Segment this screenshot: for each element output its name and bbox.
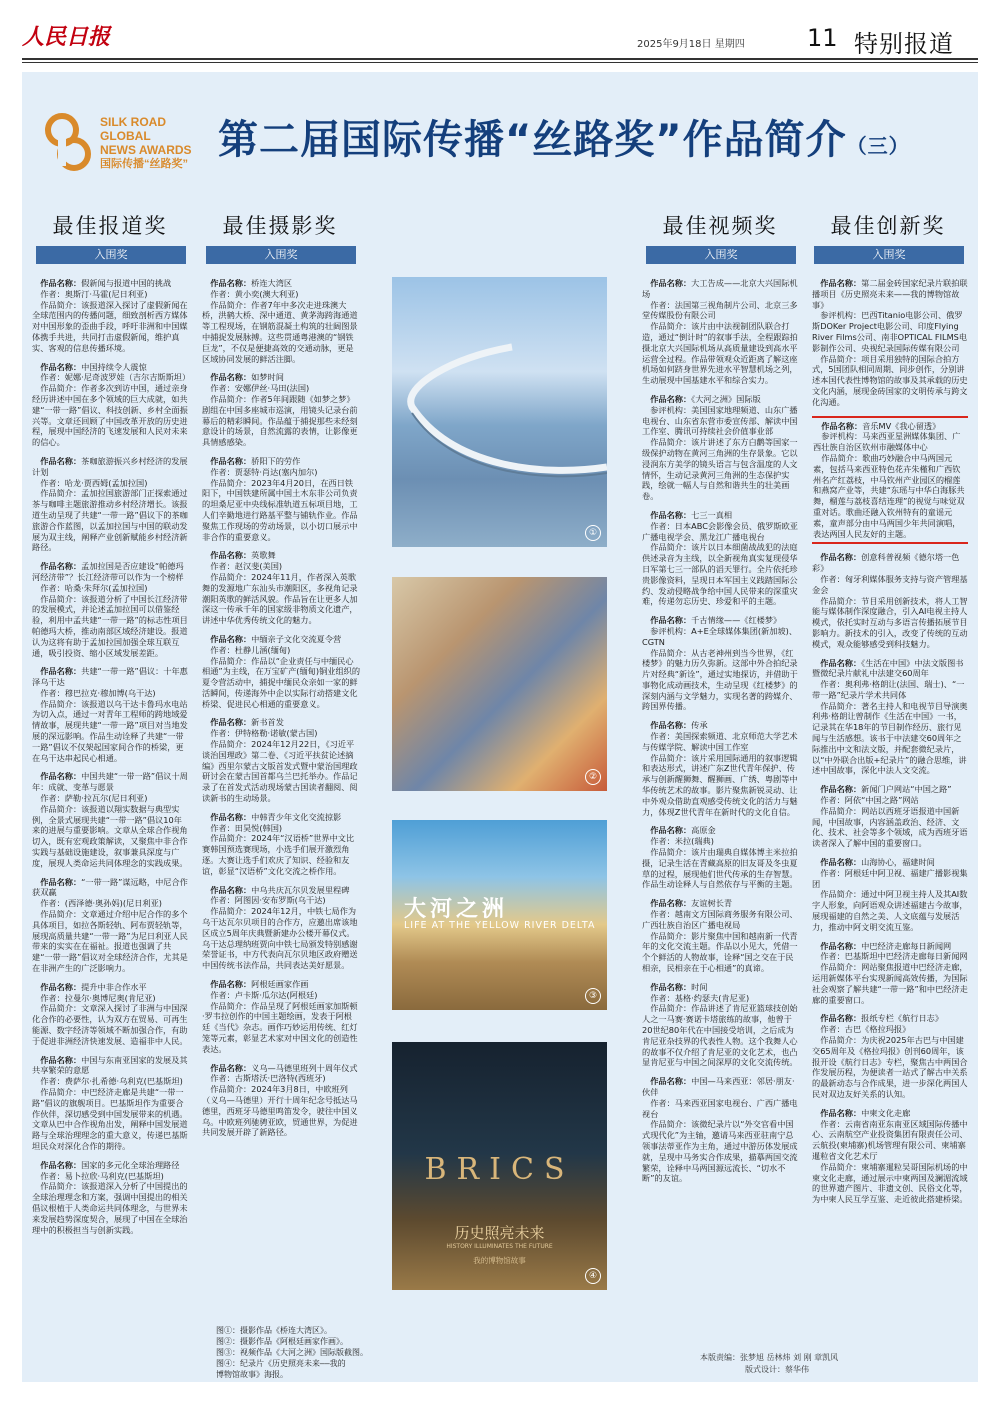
column-best-innovation <box>812 278 968 1368</box>
award-entry <box>812 941 968 1006</box>
entry-title: 茶咖旅游振兴乡村经济的发展计划 <box>32 455 188 477</box>
entry-label: 作品名称： <box>820 940 862 951</box>
award-entry <box>812 1108 968 1205</box>
logo-text <box>100 115 192 171</box>
subheading-shortlist: 入围奖 <box>814 246 964 264</box>
entry-title: 中巴经济走廊每日新闻网 <box>861 940 952 951</box>
entry-title-line <box>642 278 800 300</box>
headline-main: 第二届国际传播“丝路奖”作品简介 <box>218 117 847 163</box>
entry-intro: 作品简介：节目采用创新技术，将人工智能与媒体制作深度融合，引入AI电视主持人模式，依托实时互动与多语言传播拓展节目影响力。新技术的引入，改变了传统的互动模式，观众能够感受到科技魅力。 <box>812 595 968 649</box>
entry-title-line <box>813 421 967 432</box>
entry-author: 参评机构：美国国家地理频道、山东广播电视台、山东省东营市委宣传部、解读中国工作室、腾讯可持续社会价值事业部 <box>642 404 798 437</box>
entry-title: 阿根廷画家作画 <box>251 979 309 990</box>
poster-title: BRICS <box>424 1152 575 1187</box>
entry-intro: 作品简介：2024年“汉语桥”世界中文比赛韩国预选赛现场，小选手们展开激烈角逐。大赛让选手们欢庆了知识、经验和友谊，彰显“汉语桥”文化交流之桥作用。 <box>202 833 355 876</box>
entry-title-line <box>202 717 360 728</box>
newspaper-brand: 人民日报 <box>22 24 111 50</box>
award-entry <box>812 552 968 649</box>
logo-line: NEWS AWARDS <box>100 143 192 157</box>
entry-title: 英歌舞 <box>251 550 276 561</box>
entry-label: 作品名称： <box>210 811 252 822</box>
masthead <box>22 20 978 56</box>
entry-title-line <box>202 634 360 645</box>
entry-author: 作者：伊特格勒·诺敏(蒙古国) <box>210 728 318 739</box>
entry-intro: 作品简介：2024年11月，作者深入英歌舞的发源地广东汕头市潮阳区，多视角记录潮阳英歌的鲜活风貌。作品旨在让更多人加深这一传承千年的国家级非物质文化遗产，讲述中华优秀传统文化的魅力。 <box>202 571 358 626</box>
caption-line: 图③：视频作品《大河之洲》国际版截图。 <box>216 1348 368 1357</box>
header-rule <box>22 58 978 60</box>
award-entry <box>642 278 800 386</box>
entry-title-line <box>202 550 360 561</box>
award-entry <box>812 857 968 933</box>
entry-author: 作者：古斯塔沃·巴洛特(西班牙) <box>210 1073 326 1084</box>
poster-subtitle: 我的博物馆故事 <box>473 1256 526 1265</box>
page-headline <box>218 108 910 165</box>
entry-author: 作者：美国探索频道、北京师范大学艺术与传媒学院、解读中国工作室 <box>642 731 798 752</box>
entry-title: 提升中非合作水平 <box>81 981 147 992</box>
award-entry <box>202 550 360 626</box>
award-entry <box>32 982 190 1047</box>
logo-line: 国际传播“丝路奖” <box>100 158 188 170</box>
entry-intro: 作品简介：从古老神州到当今世界，《红楼梦》的魅力历久弥新。这部中外合拍纪录片对经典“新诠”，通过实地探访，并借助于事物化成动画技术，生动呈现《红楼梦》的深刻内涵与文学魅力，实现名著的跨媒介、跨国界传播。 <box>642 647 798 712</box>
entry-label: 作品名称： <box>40 876 82 887</box>
entry-author: 作者：阿根廷中阿卫视、福建广播影视集团 <box>812 867 968 889</box>
award-entry <box>32 1160 190 1236</box>
entry-title: 如梦时间 <box>251 372 284 383</box>
headline-suffix: （三） <box>846 134 910 158</box>
entry-label: 作品名称： <box>820 784 862 795</box>
award-entry <box>202 1063 360 1139</box>
entry-author: 作者：萨勒·拉瓦尔(尼日利亚) <box>40 793 148 804</box>
entry-title: 大工告成——北京大兴国际机场 <box>642 278 798 299</box>
entry-author: 作者：基格·约瑟夫(肯尼亚) <box>650 992 750 1003</box>
entry-title-line <box>202 1063 360 1074</box>
photo-number: ④ <box>585 1268 601 1284</box>
entry-intro: 作品简介：2024年12月，中铁七局作为乌干达瓦尔贝项目的合作方，应邀出席该地区成立5周年庆典暨新建办公楼开幕仪式。乌干达总理纳班贾向中铁七局颁发特别感谢荣誉证书，中方代表向瓦尔贝地区政府赠送中国传统书法作品，共同表达美好愿景。 <box>202 906 358 971</box>
entry-label: 作品名称： <box>40 1159 82 1170</box>
entry-author: 作者：阿依“中国之路”网站 <box>820 795 919 806</box>
entry-author: 作者：阿图因·安布罗斯(乌干达) <box>210 895 326 906</box>
subheading-shortlist: 入围奖 <box>36 246 186 264</box>
photo-bridge <box>392 277 607 547</box>
entry-label: 作品名称： <box>650 393 692 404</box>
entry-title-line <box>32 456 190 478</box>
entry-intro: 作品简介：该微纪录片以“外交官看中国式现代化”为主轴，邀请马来西亚驻南宁总领事法蒂亚作为主角，通过中游历体发展成就，呈现中马务实合作成果，描摹两国交流繁荣，诠释中马两国源远流长、“切水不断”的友谊。 <box>642 1119 798 1184</box>
entry-intro: 作品简介：2023年4月20日，在西日铁阳下，中国铁建所属中国土木东非公司负责的坦桑尼亚中央线标准轨道五标项目地，工人们辛勤地进行路基平整与铺轨作业。作品聚焦工作现场的劳动场景，以小切口展示中非合作的重要意义。 <box>202 477 358 542</box>
entry-title: 中国持续令人震惊 <box>81 361 147 372</box>
entry-intro: 作品简介：柬埔寨暹粒吴哥国际机场的中柬文化走廊，通过展示中柬两国及澜湄流域的世界遗产图片、非遗文创、民俗文化等，为中柬人民互学互鉴、走近彼此搭建桥梁。 <box>812 1161 968 1205</box>
entry-title: 传承 <box>691 720 708 731</box>
entry-author: 作者：杜静儿涵(缅甸) <box>210 644 291 655</box>
entry-title-line <box>812 784 968 795</box>
entry-title: 报纸专栏《航行日志》 <box>861 1013 944 1024</box>
entry-label: 作品名称： <box>820 657 862 668</box>
bridge-illustration-icon <box>392 277 607 547</box>
entry-title: 中韩青少年文化交流掠影 <box>251 811 342 822</box>
entry-author: 作者：法国第三视角制片公司、北京三多堂传媒股份有限公司 <box>642 299 798 321</box>
entry-title: 中柬文化走廊 <box>861 1107 911 1118</box>
subheading-shortlist: 入围奖 <box>646 246 796 264</box>
entry-title-line <box>642 825 800 836</box>
entry-title: 中国共建“一带一路”倡议十周年：成就、变革与愿景 <box>32 771 188 793</box>
entry-title: 新闻门户网站“中国之路” <box>861 784 952 795</box>
column-title-best-photo: 最佳摄影奖 <box>222 214 338 238</box>
entry-title: 第二届金砖国家纪录片联拍联播项目《历史照亮未来——我的博物馆故事》 <box>812 278 968 310</box>
caption-line: 图①：摄影作品《桥连大湾区》。 <box>216 1326 332 1335</box>
entry-label: 作品名称： <box>820 1013 862 1024</box>
entry-title-line <box>32 877 190 899</box>
entry-label: 作品名称： <box>210 278 252 288</box>
entry-label: 作品名称： <box>40 981 82 992</box>
entry-intro: 作品简介：该报道分析了中国长江经济带的发展模式，并论述孟加拉国可以借鉴经验，利用中孟共建“一带一路”的标志性项目帕德玛大桥，推动南部区域经济建设。报道认为这将有助于孟加拉国加强全球互联互通，吸引投资、缩小区域发展差距。 <box>32 593 188 658</box>
entry-title: 千古情缘——《红楼梦》 <box>691 615 782 626</box>
entry-label: 作品名称： <box>650 278 692 288</box>
entry-author: 作者：田昊悦(韩国) <box>210 822 283 833</box>
entry-title: 创意科普视频《德尔塔一色彩》 <box>812 552 960 574</box>
entry-title: 时间 <box>691 981 708 992</box>
entry-author: 作者：云南省南亚东南亚区域国际传播中心、云南航空产业投资集团有限责任公司、云航投(柬埔寨)机场管理有限公司、柬埔寨暹粒省文化艺术厅 <box>812 1118 968 1161</box>
entry-author: 作者：黄小奕(澳大利亚) <box>210 288 299 299</box>
entry-title-line <box>202 372 360 383</box>
entry-title-line <box>32 666 190 688</box>
entry-intro: 作品简介：2024年12月22日，《习近平谈治国理政》第二卷、《习近平扶贫论述摘编》西里尔蒙古文版首发式暨中蒙治国理政研讨会在蒙古国首都乌兰巴托举办。作品记录了在首发式活动现场蒙古国读者翻阅、阅读新书的生动场景。 <box>202 739 358 804</box>
entry-label: 作品名称： <box>650 1076 692 1087</box>
entry-author: 作者：(西泽德·奥孙妈)(尼日利亚) <box>40 898 163 909</box>
award-entry <box>32 771 190 868</box>
entry-intro: 作品简介：通过中阿卫视主持人及其AI数字人形象，向阿语观众讲述福建古今故事，展现福建的自然之美、人文底蕴与发展活力，推动中阿文明交流互鉴。 <box>812 889 968 932</box>
entry-intro: 作品简介：著名主持人和电视节目导演奥利弗·格朗让曾制作《生活在中国》一书，记录其在华18年的节目制作经历、旅行见闻与生活感想。该书于中法建交60周年之际推出中文和法文版，并配套微纪录片，以“中外联合出版+纪录片”的融合思维，讲述中国故事，深化中法人文交流。 <box>812 700 968 776</box>
entry-author: 作者：古巴《格拉玛报》 <box>820 1024 911 1035</box>
entry-intro: 作品简介：作品以“企业责任与中缅民心相通”为主线，在万宝矿产(缅甸)铜业组织的夏令营活动中，捕捉中缅民众亲如一家的鲜活瞬间，传递海外中企以实际行动搭建文化桥梁、促进民心相通的重要意义。 <box>202 655 360 709</box>
award-entry <box>32 362 190 448</box>
entry-title: 七三一真相 <box>691 509 733 520</box>
entry-label: 作品名称： <box>820 857 862 868</box>
entry-intro: 作品简介：项目采用独特的国际合拍方式，5国团队相同周期、同步创作，分别讲述本国代表性博物馆的故事及其承载的历史文化内涵，展现金砖国家的文明传承与跨文化沟通。 <box>812 353 968 407</box>
entry-author: 作者：米拉(瑞典) <box>650 836 714 847</box>
entry-title-line <box>642 510 800 521</box>
entry-intro: 作品简介：歌曲巧妙融合中马两国元素，包括马来西亚特色花卉朱槿和广西钦州名产红荔枝，中马钦州产业园区的榴莲和燕窝产业等，共建“东瑶与中华白海豚共舞，榴莲与荔枝喜结连理”的视觉与味觉双重对话。歌曲还融入钦州特有的童谣元素，童声部分由中马两国少年共同演唱，表达两国人民友好的主题。 <box>813 452 965 539</box>
entry-author: 作者：赵汉斐(美国) <box>210 561 283 572</box>
award-entry <box>812 1013 968 1099</box>
entry-author: 作者：马来西亚国家电视台、广西广播电视台 <box>642 1097 798 1119</box>
column-title-best-video: 最佳视频奖 <box>662 214 778 238</box>
entry-label: 作品名称： <box>210 884 252 895</box>
photo-number: ① <box>585 525 601 541</box>
entry-label: 作品名称： <box>821 420 863 431</box>
entry-intro: 作品简介：网站聚焦报道中巴经济走廊，运用新媒体平台实现新闻高效传播，为国际社会观察了解共建“一带一路”和中巴经济走廊的重要窗口。 <box>812 962 968 1005</box>
photo-number: ② <box>585 769 601 785</box>
award-entry <box>32 561 190 658</box>
entry-title-line <box>812 1013 968 1024</box>
award-entry <box>202 372 360 448</box>
award-entry <box>642 720 800 817</box>
entry-title: 义乌—马德里班列十周年仪式 <box>251 1062 358 1073</box>
entry-title-line <box>812 941 968 952</box>
entry-author: 作者：拉曼尔·奥博尼奥(肯尼亚) <box>40 992 156 1003</box>
entry-label: 作品名称： <box>820 278 862 288</box>
photo-painter <box>392 577 607 791</box>
entry-label: 作品名称： <box>210 455 252 466</box>
entry-title-line <box>812 658 968 680</box>
entry-intro: 作品简介：该报道以翔实数据与典型实例，全景式展现共建“一带一路”倡议10年来的进展与重要影响。文章从全球合作视角切入，既有宏观政策解读，又聚焦中非合作实践与基础设施建设，叙事兼具深度与广度，展现人类命运共同体理念的实践成果。 <box>32 803 188 868</box>
award-entry <box>642 898 800 974</box>
column-title-best-report: 最佳报道奖 <box>52 214 168 238</box>
entry-title-line <box>202 278 360 289</box>
logo-line: GLOBAL <box>100 129 151 143</box>
entry-title-line <box>642 720 800 731</box>
entry-author: 作者：妮娜·尼奇波罗娃（吉尔吉斯斯坦） <box>40 372 190 383</box>
entry-label: 作品名称： <box>210 979 252 990</box>
entry-intro: 作品简介：作者多次到访中国，通过亲身经历讲述中国在多个领域的巨大成就，如共建“一带一路”倡议、科技创新、乡村全面振兴等。文章还回顾了中国改革开放的历史进程，展现中国经济的飞速发展和人民对未来的信心。 <box>32 383 188 448</box>
entry-author: 参评机构：马来西亚星洲媒体集团、广西壮族自治区钦州市融媒体中心 <box>813 431 961 453</box>
award-entry <box>32 278 190 354</box>
award-entry <box>202 634 360 710</box>
column-best-video <box>642 278 800 1338</box>
entry-title-line <box>812 552 968 574</box>
entry-intro: 作品简介：2024年3月8日，中欧班列（义乌—马德里）开行十周年纪念号抵达马德里，西班牙马德里鸣笛发令，驶往中国义乌。中欧班列驰骋亚欧，贸通世界，为促进共同发展开辟了新路径。 <box>202 1084 358 1138</box>
entry-title-line <box>642 1076 800 1098</box>
entry-intro: 作品简介：孟加拉国旅游部门正探索通过茶与咖啡主题旅游推动乡村经济增长。该报道生动呈现了共建“一带一路”倡议下的茶咖旅游合作蓝图，以孟加拉国与中国的联动发展为双主线，阐释产业创新赋能乡村经济新路径。 <box>32 488 188 553</box>
entry-label: 作品名称： <box>650 615 692 626</box>
column-best-report <box>32 278 190 1358</box>
award-entry <box>202 812 360 877</box>
award-entry <box>642 510 800 607</box>
entry-title: 《大河之洲》国际版 <box>691 393 761 404</box>
entry-intro: 作品简介：影片聚焦中国和越南新一代青年的文化交流主题。作品以小见大，凭借一个个鲜活的人物故事，诠释“国之交在于民相亲，民相亲在于心相通”的真谛。 <box>642 930 798 974</box>
entry-title: 共建“一带一路”倡议：十年惠泽乌干达 <box>32 666 188 688</box>
entry-label: 作品名称： <box>650 825 692 836</box>
entry-intro: 作品简介：该报道深入分析了中国提出的全球治理理念和方案，强调中国提出的相关倡议根植于人类命运共同体理念，与世界未来发展趋势深度契合，展现了中国在全球治理中的积极担当与创新实践。 <box>32 1181 188 1235</box>
entry-label: 作品名称： <box>210 633 252 644</box>
section-name: 特别报道 <box>854 30 954 58</box>
entry-intro: 作品简介：该片由中法视制团队联合打造，通过“倒计时”的叙事手法，全程跟踪拍摄北京大兴国际机场从高质量建设到高水平运营全过程。作品带领观众近距离了解这座机场如何跻身世界先进水平智慧机场之列，生动展现中国基建水平和综合实力。 <box>642 321 798 386</box>
entry-title-line <box>202 885 360 896</box>
entry-title-line <box>32 561 190 583</box>
entry-title-line <box>32 771 190 793</box>
award-entry <box>202 885 360 971</box>
entry-label: 作品名称： <box>40 771 82 782</box>
entry-title-line <box>812 857 968 868</box>
page-editors: 本版责编：张梦旭 岳林炜 刘 刚 章凯风 <box>700 1353 839 1362</box>
entry-title: “一带一路”谋远略，中尼合作获双赢 <box>32 876 188 898</box>
caption-line: 博物馆故事》海报。 <box>216 1370 288 1379</box>
entry-author: 作者：安娜伊丝·马田(法国) <box>210 383 310 394</box>
entry-title-line <box>32 1160 190 1171</box>
entry-title-line <box>202 812 360 823</box>
entry-title-line <box>32 1055 190 1077</box>
entry-title: 山海协心，福建时间 <box>861 857 935 868</box>
award-entry <box>642 615 800 712</box>
video-title: 大河之洲 <box>404 897 509 922</box>
entry-title: 音乐MV《我心留透》 <box>862 420 941 431</box>
entry-title-line <box>32 362 190 373</box>
entry-intro: 作品简介：为庆祝2025年古巴与中国建交65周年及《格拉玛报》创刊60周年，该报开设《航行日志》专栏，聚焦古中两国合作发展历程，为便读者一站式了解古中关系的最新动态与合作成果，进一步深化两国人民对双边友好关系的认知。 <box>812 1035 968 1099</box>
caption-line: 图④：纪录片《历史照亮未来——我的 <box>216 1359 346 1368</box>
entry-author: 作者：日本ABC会影像会员、俄罗斯欧亚广播电视学会、黑龙江广播电视台 <box>642 520 798 542</box>
entry-author: 作者：易卜拉欣·马利克(巴基斯坦) <box>40 1170 164 1181</box>
photo-captions <box>216 1325 386 1380</box>
entry-title-line <box>642 615 800 626</box>
award-entry <box>642 1076 800 1184</box>
award-entry <box>202 456 360 542</box>
award-entry <box>202 717 360 803</box>
entry-author: 作者：哈龙·贾西姆(孟加拉国) <box>40 477 148 488</box>
entry-label: 作品名称： <box>650 509 692 520</box>
entry-label: 作品名称： <box>40 455 82 466</box>
logo-line: SILK ROAD <box>100 115 166 129</box>
award-entry <box>642 825 800 890</box>
entry-title-line <box>32 982 190 993</box>
entry-intro: 作品简介：该片由瑞典自媒体博主米拉拍摄，记录生活在青藏高原的旧友哥及冬虫夏草的过程，展现他们世代传承的生存智慧。作品生动诠释人与自然依存与平衡的主题。 <box>642 847 798 890</box>
entry-intro: 作品简介：作者5年间跟随《如梦之梦》剧组在中国多座城市巡演，用镜头记录台前幕后的精彩瞬间。作品蕴于捕捉那些未经刻意设计的场景，自然流露的表情，让影像更具情感感染。 <box>202 393 358 448</box>
entry-title: 中乌共庆瓦尔贝发展里程碑 <box>251 884 350 895</box>
entry-intro: 作品简介：该片采用国际通用的叙事逻辑和表达形式，讲述广东Z世代青年保护、传承与创新醒狮舞、醒狮画、广绣、粤剧等中华传统艺术的故事。影片聚焦新锐灵动、让中外观众借助直观感受传统文化的活力与魅力，体现Z世代青年在新时代的文化自信。 <box>642 752 798 817</box>
entry-title: 高原金 <box>691 825 716 836</box>
entry-author: 作者：匈牙利媒体服务支持与资产管理基金会 <box>812 573 968 595</box>
entry-intro: 作品简介：作者7年中多次走进珠澳大桥，洪鹤大桥、深中通道、黄茅海跨海通道等工程现场，在钢筋混凝土构筑的壮阔图景中捕捉发展脉搏。这些贯通粤港澳的“钢铁巨龙”，不仅是便捷高效的交通动脉，更是区域协同发展的鲜活注脚。 <box>202 299 358 364</box>
entry-intro: 作品简介：作品呈现了阿根廷画家加斯顿·罗韦拉创作的中国主题绘画，发表于阿根廷《当代》杂志。画作巧妙运用传统、红灯笼等元素，彰显艺术家对中国文化的创造性表达。 <box>202 1000 358 1054</box>
entry-title: 假新闻与报道中国的挑战 <box>81 278 172 288</box>
entry-label: 作品名称： <box>210 372 252 383</box>
entry-title-line <box>202 456 360 467</box>
entry-author: 参评机构：A+E全球媒体集团(新加坡)、CGTN <box>642 625 798 647</box>
entry-author: 参评机构：巴西Titanio电影公司、俄罗斯DOKer Project电影公司、印度Flying River Films公司、南非OPTICAL FILMS电影制作公司、央视纪录国际传媒有限公司 <box>812 310 968 353</box>
poster-cn-title: 历史照亮未来 <box>454 1224 545 1242</box>
award-entry <box>32 666 190 763</box>
entry-author: 作者：奥利弗·格朗让(法国、瑞士)、“一带一路”纪录片学术共同体 <box>812 679 965 700</box>
entry-title: 中国—马来西亚：邻居·朋友·伙伴 <box>642 1076 795 1097</box>
entry-author: 作者：越南文方国际商务服务有限公司、广西壮族自治区广播电视局 <box>642 909 798 930</box>
entry-label: 作品名称： <box>650 981 692 992</box>
highlighted-entry <box>812 416 968 545</box>
entry-label: 作品名称： <box>40 1054 82 1065</box>
entry-label: 作品名称： <box>650 898 692 909</box>
entry-label: 作品名称： <box>210 1062 252 1073</box>
award-entry <box>32 456 190 553</box>
column-title-best-innovation: 最佳创新奖 <box>830 214 946 238</box>
entry-label: 作品名称： <box>40 561 82 572</box>
entry-title: 新书首发 <box>251 717 284 728</box>
entry-label: 作品名称： <box>210 550 252 561</box>
silk-road-awards-logo-icon <box>34 108 104 178</box>
photo-yellow-river-delta <box>392 820 607 1010</box>
entry-title-line <box>32 278 190 289</box>
entry-title-line <box>202 979 360 990</box>
header-rule-thin <box>22 62 978 63</box>
entry-intro: 作品简介：文章通过介绍中尼合作的多个具体项目，如拉各斯轻轨、阿布贾轻轨等，展现高质量共建“一带一路”为尼日利亚人民带来的实实在在福祉。报道也强调了共建“一带一路”倡议对全球经济合作，尤其是在非洲产生的广泛影响力。 <box>32 909 188 974</box>
award-entry <box>642 982 800 1068</box>
entry-label: 作品名称： <box>820 1107 862 1118</box>
page-number: 11 <box>807 24 838 52</box>
entry-title-line <box>812 278 968 310</box>
poster-en-title: HISTORY ILLUMINATES THE FUTURE <box>446 1243 553 1250</box>
award-entry <box>812 278 968 408</box>
entry-author: 作者：卢卡斯·瓜尔达(阿根廷) <box>210 989 318 1000</box>
entry-author: 作者：费萨尔·扎希德·乌利克(巴基斯坦) <box>40 1076 183 1087</box>
issue-date: 2025年9月18日 星期四 <box>637 39 745 50</box>
award-entry <box>642 394 800 502</box>
entry-label: 作品名称： <box>40 666 82 677</box>
entry-label: 作品名称： <box>210 717 252 728</box>
entry-title: 中国与东南亚国家的发展及其共享繁荣的意愿 <box>32 1054 188 1076</box>
entry-author: 作者：贾瑟特·肖达(塞内加尔) <box>210 466 318 477</box>
award-entry <box>202 278 360 364</box>
entry-title: 国家的多元化全球治理路径 <box>81 1159 180 1170</box>
entry-intro: 作品简介：作品讲述了肯尼亚篮球技创始人之一马赛·赛诺卡塔旅练的故事，他曾于20世纪80年代在中国接受培训，之后成为肯尼亚杂技界的代表性人物。这个我舞人心的故事不仅介绍了肯尼亚的文化艺术，也凸显肯尼亚与中国之间深厚的文化交流传统。 <box>642 1003 798 1068</box>
entry-title-line <box>642 898 800 909</box>
award-entry <box>812 658 968 777</box>
video-subtitle: LIFE AT THE YELLOW RIVER DELTA <box>404 920 596 931</box>
entry-author: 作者：奥斯汀·马霍(尼日利亚) <box>40 288 148 299</box>
entry-title: 孟加拉国是否应建设“帕德玛河经济带”？长江经济带可以作为一个榜样 <box>32 561 184 582</box>
entry-title-line <box>642 394 800 405</box>
entry-label: 作品名称： <box>40 278 82 288</box>
entry-title: 友谊树长青 <box>691 898 733 909</box>
entry-intro: 作品简介：该报道以乌干达卡鲁玛水电站为切入点，通过一对青年工程师的跨地域爱情故事，展现共建“一带一路”项目对当地发展的深远影响。作品生动诠释了共建“一带一路”倡议不仅架起国家间合作的桥梁，更在乌干达串起民心相通。 <box>32 698 188 763</box>
award-entry <box>202 979 360 1055</box>
entry-author: 作者：穆巴拉克·穆加博(乌干达) <box>40 687 156 698</box>
entry-title: 桥连大湾区 <box>251 278 293 288</box>
entry-title-line <box>812 1108 968 1119</box>
entry-intro: 作品简介：该片讲述了东方白鹳等国家一级保护动物在黄河三角洲的生存景象。它以浸润东方美学的镜头语言与包含温度的人文情怀，生动记录黄河三角洲的生态保护实践，绘就一幅人与自然和谐共生的壮美画卷。 <box>642 437 798 502</box>
entry-label: 作品名称： <box>40 361 82 372</box>
poster-brics-documentary <box>392 1042 607 1290</box>
entry-title: 中缅亲子文化交流夏令营 <box>251 633 342 644</box>
caption-line: 图②：摄影作品《阿根廷画家作画》。 <box>216 1337 348 1346</box>
layout-designer: 版式设计：蔡华伟 <box>745 1365 809 1374</box>
entry-label: 作品名称： <box>820 552 862 563</box>
subheading-shortlist: 入围奖 <box>206 246 356 264</box>
entry-title: 《生活在中国》中法文版图书暨微纪录片献礼中法建交60周年 <box>812 657 964 679</box>
entry-author: 作者：巴基斯坦中巴经济走廊每日新闻网 <box>820 951 968 962</box>
award-entry <box>32 1055 190 1152</box>
entry-title: 骄阳下的劳作 <box>251 455 301 466</box>
entry-author: 作者：哈桑·朱拜尔(孟加拉国) <box>40 582 148 593</box>
entry-title-line <box>642 982 800 993</box>
entry-intro: 作品简介：该报道深入探讨了虚假新闻在全球范围内的传播问题，细致剖析西方媒体对中国形象的歪曲手段，呼吁非洲和中国媒体携手共进，共同打击虚假新闻，维护真实、客观的信息传播环境。 <box>32 299 188 353</box>
photo-number: ③ <box>585 988 601 1004</box>
column-best-photo <box>202 278 360 1318</box>
award-entry <box>812 784 968 849</box>
entry-intro: 作品简介：中巴经济走廊是共建“一带一路”倡议的旗舰项目。巴基斯坦作为重要合作伙伴，深切感受到中国发展带来的机遇。文章从巴中合作视角出发，阐释中国发展道路与全球治理理念的重大意义，传递巴基斯坦民众对深化合作的期待。 <box>32 1086 188 1151</box>
entry-intro: 作品简介：文章深入探讨了非洲与中国深化合作的必要性，认为双方在贸易、可再生能源、数字经济等领域不断加强合作，有助于促进非洲经济快速发展、造福非中人民。 <box>32 1003 188 1046</box>
entry-intro: 作品简介：该片以日本细菌战战犯的法庭供述录音为主线，以全新视角真实复现侵华日军第七三一部队的滔天罪行。全片依托珍贵影像资料，呈现日本军国主义践踏国际公约、发动侵略战争给中国人民带来的深重灾难，传递勿忘历史、珍爱和平的主题。 <box>642 542 798 607</box>
award-entry <box>32 877 190 974</box>
entry-label: 作品名称： <box>650 720 692 731</box>
entry-intro: 作品简介：网站以西班牙语报道中国新闻，中国故事，内容涵盖政治、经济、文化、技术、社会等多个领域，成为西班牙语读者深入了解中国的重要窗口。 <box>812 805 968 849</box>
